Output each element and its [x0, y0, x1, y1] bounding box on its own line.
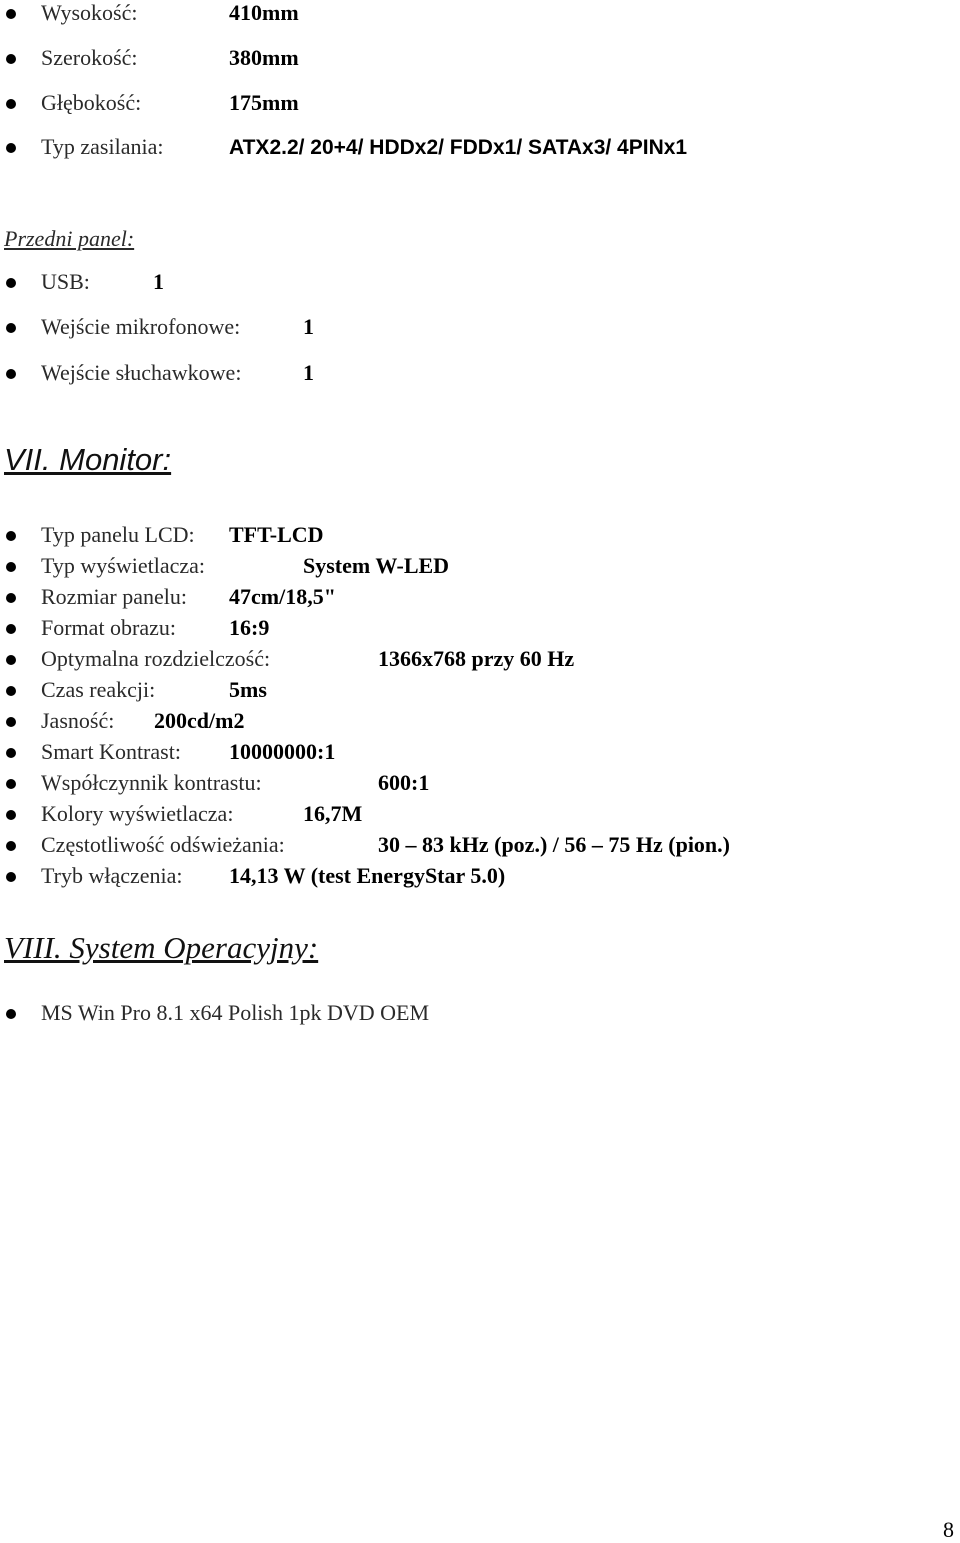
spec-label: Wysokość: — [41, 0, 138, 25]
monitor-label: Tryb włączenia: — [41, 863, 183, 888]
monitor-value: System W-LED — [303, 553, 450, 578]
bullet-icon — [6, 779, 16, 789]
bullet-icon — [6, 686, 16, 696]
front-panel-label: Wejście mikrofonowe: — [41, 314, 241, 339]
spec-value: 175mm — [229, 90, 299, 115]
spec-label: Typ zasilania: — [41, 134, 164, 159]
monitor-label: Optymalna rozdzielczość: — [41, 646, 271, 671]
spec-label: Głębokość: — [41, 90, 142, 115]
front-panel-value: 1 — [153, 269, 164, 294]
monitor-label: Rozmiar panelu: — [41, 584, 188, 609]
bullet-icon — [6, 717, 16, 727]
bullet-icon — [6, 748, 16, 758]
front-panel-label: USB: — [41, 269, 90, 294]
monitor-label: Współczynnik kontrastu: — [41, 770, 262, 795]
page-number: 8 — [943, 1517, 954, 1542]
monitor-label: Jasność: — [41, 708, 115, 733]
monitor-label: Kolory wyświetlacza: — [41, 801, 234, 826]
spec-label: Szerokość: — [41, 45, 138, 70]
monitor-value: 200cd/m2 — [154, 708, 245, 733]
bullet-icon — [6, 655, 16, 665]
monitor-label: Typ panelu LCD: — [41, 522, 195, 547]
monitor-value: 47cm/18,5" — [229, 584, 336, 609]
monitor-value: 16,7M — [303, 801, 363, 826]
front-panel-title: Przedni panel: — [4, 226, 135, 251]
monitor-value: 16:9 — [229, 615, 270, 640]
bullet-icon — [6, 99, 16, 109]
monitor-value: 600:1 — [378, 770, 430, 795]
monitor-label: Format obrazu: — [41, 615, 177, 640]
spec-value: 410mm — [229, 0, 299, 25]
bullet-icon — [6, 841, 16, 851]
monitor-label: Czas reakcji: — [41, 677, 156, 702]
monitor-value: 30 – 83 kHz (poz.) / 56 – 75 Hz (pion.) — [378, 832, 730, 857]
monitor-section-title: VII. Monitor: — [4, 442, 172, 477]
bullet-icon — [6, 624, 16, 634]
spec-value: 380mm — [229, 45, 299, 70]
monitor-value: 10000000:1 — [229, 739, 336, 764]
monitor-value: 14,13 W (test EnergyStar 5.0) — [229, 863, 506, 888]
monitor-label: Smart Kontrast: — [41, 739, 181, 764]
monitor-label: Częstotliwość odświeżania: — [41, 832, 285, 857]
bullet-icon — [6, 810, 16, 820]
monitor-value: 1366x768 przy 60 Hz — [378, 646, 575, 671]
front-panel-label: Wejście słuchawkowe: — [41, 360, 242, 385]
bullet-icon — [6, 531, 16, 541]
bullet-icon — [6, 872, 16, 882]
os-section-title: VIII. System Operacyjny: — [4, 930, 319, 965]
bullet-icon — [6, 278, 16, 288]
os-label: MS Win Pro 8.1 x64 Polish 1pk DVD OEM — [41, 1000, 430, 1025]
bullet-icon — [6, 143, 16, 153]
front-panel-value: 1 — [303, 314, 314, 339]
front-panel-value: 1 — [303, 360, 314, 385]
spec-value: ATX2.2/ 20+4/ HDDx2/ FDDx1/ SATAx3/ 4PINx1 — [229, 136, 688, 159]
bullet-icon — [6, 54, 16, 64]
bullet-icon — [6, 323, 16, 333]
bullet-icon — [6, 1009, 16, 1019]
bullet-icon — [6, 9, 16, 19]
bullet-icon — [6, 593, 16, 603]
bullet-icon — [6, 562, 16, 572]
monitor-label: Typ wyświetlacza: — [41, 553, 206, 578]
bullet-icon — [6, 369, 16, 379]
monitor-value: 5ms — [229, 677, 267, 702]
monitor-value: TFT-LCD — [229, 522, 324, 547]
